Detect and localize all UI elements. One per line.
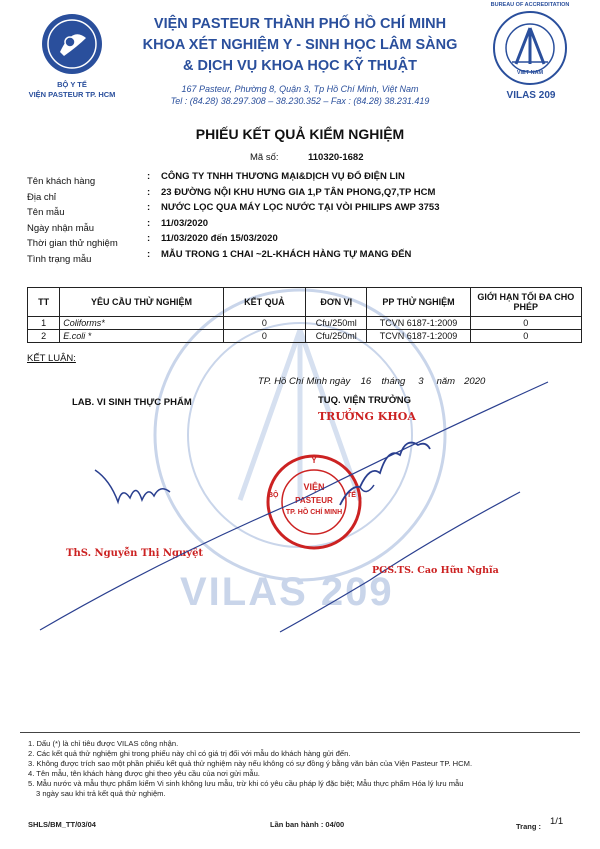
conclusion-label: KẾT LUẬN: (27, 353, 76, 364)
note-item: 3 ngày sau khi trả kết quả thử nghiệm. (36, 789, 166, 798)
accreditation-country: VIET NAM (516, 70, 544, 76)
logo-org-line-1: BỘ Y TẾ (57, 80, 87, 89)
col-header: PP THỬ NGHIỆM (367, 288, 470, 317)
stamp-text-top: VIỆN (303, 482, 325, 492)
date-year: 2020 (464, 376, 486, 387)
info-label: Tên mẫu (27, 207, 65, 218)
notes-block (28, 739, 578, 799)
cell-limit: 0 (470, 317, 581, 330)
note-item: 1. Dấu (*) là chỉ tiêu được VILAS công nhận. (28, 739, 179, 748)
cell-unit: Cfu/250ml (306, 330, 367, 343)
date-day: 16 (360, 376, 372, 387)
left-signer-name: ThS. Nguyễn Thị Nguyệt (66, 548, 204, 559)
info-value: 11/03/2020 (161, 217, 209, 229)
right-signer-name: PGS.TS. Cao Hữu Nghĩa (372, 565, 499, 576)
contact-line: Tel : (84.28) 38.297.308 – 38.230.352 – Fax : (84.28) 38.231.419 (170, 96, 430, 106)
stamp-ring-left: BỘ (268, 492, 279, 499)
cell-test: E.coli * (60, 330, 223, 343)
page-label: Trang : (516, 822, 542, 831)
department-title: KHOA XÉT NGHIỆM Y - SINH HỌC LÂM SÀNG (142, 37, 458, 53)
watermark-text: VILAS 209 (180, 570, 394, 614)
note-item: 4. Tên mẫu, tên khách hàng được ghi theo yêu cầu của nơi gửi mẫu. (28, 769, 260, 778)
info-label: Ngày nhận mẫu (27, 222, 95, 234)
info-label: Tên khách hàng (27, 176, 96, 187)
cancellation-lines (0, 380, 600, 640)
col-header: YÊU CẦU THỬ NGHIỆM (60, 288, 223, 317)
cell-unit: Cfu/250ml (306, 317, 367, 330)
stamp-text-bottom: TP. HỒ CHÍ MINH (285, 509, 343, 516)
logo-org-line-2: VIỆN PASTEUR TP. HCM (28, 90, 116, 99)
report-code: 110320-1682 (308, 152, 364, 163)
info-colon: : (147, 171, 151, 182)
info-colon: : (147, 248, 151, 260)
col-header: ĐƠN VỊ (306, 288, 367, 317)
notes-divider (20, 732, 580, 733)
info-colon: : (147, 186, 151, 198)
stamp-ring-top: Y (311, 456, 317, 465)
report-title: PHIẾU KẾT QUẢ KIỂM NGHIỆM (195, 126, 405, 142)
cell-result: 0 (223, 317, 305, 330)
table-row (28, 317, 582, 330)
info-value: MẪU TRONG 1 CHAI ~2L-KHÁCH HÀNG TỰ MANG ĐẾN (161, 248, 412, 260)
info-row (27, 249, 587, 265)
cell-result: 0 (223, 330, 305, 343)
info-label: Thời gian thử nghiệm (27, 238, 118, 249)
cell-method: TCVN 6187-1:2009 (367, 330, 470, 343)
info-label: Địa chỉ (27, 191, 57, 203)
institute-title: VIỆN PASTEUR THÀNH PHỐ HỒ CHÍ MINH (153, 16, 447, 32)
date-place: TP. Hồ Chí Minh ngày (258, 376, 351, 387)
info-row (27, 233, 587, 249)
note-item: 5. Mẫu nước và mẫu thực phẩm kiểm Vi sinh không lưu mẫu, trừ khi có yêu cầu pháp lý đặc biệt; Mẫu thực phẩm Hóa lý lưu mẫu (28, 779, 464, 788)
info-row (27, 202, 587, 218)
vilas-code: VILAS 209 (506, 90, 556, 101)
info-value: 23 ĐƯỜNG NỘI KHU HƯNG GIA 1,P TÂN PHONG,Q7,TP HCM (161, 186, 436, 198)
info-value: NƯỚC LỌC QUA MÁY LỌC NƯỚC TẠI VÒI PHILIPS AWP 3753 (161, 202, 440, 213)
stamp-ring-right: TẾ (347, 492, 356, 499)
table-row (28, 330, 582, 343)
col-header: TT (28, 288, 60, 317)
report-code-label: Mã số: (250, 152, 279, 163)
info-value: 11/03/2020 đến 15/03/2020 (161, 233, 278, 244)
department-subtitle: & DỊCH VỤ KHOA HỌC KỸ THUẬT (183, 58, 417, 74)
accreditation-ring-text: BUREAU OF ACCREDITATION (490, 2, 570, 8)
info-block (27, 171, 587, 264)
info-label: Tình trạng mẫu (27, 253, 92, 265)
cell-index: 2 (28, 330, 60, 343)
right-signer-subtitle: TRƯỞNG KHOA (318, 410, 416, 423)
note-item: 2. Các kết quả thử nghiệm ghi trong phiếu này chỉ có giá trị đối với mẫu do khách hàng gửi đến. (28, 749, 351, 758)
cell-test: Coliforms* (60, 317, 223, 330)
date-year-label: năm (436, 376, 456, 387)
table-header-row (28, 288, 582, 317)
results-table (27, 287, 582, 343)
page-number: 1/1 (550, 816, 564, 827)
pasteur-logo-icon (40, 12, 104, 76)
info-colon: : (147, 233, 151, 244)
info-colon: : (147, 202, 151, 213)
info-row (27, 218, 587, 234)
info-row (27, 187, 587, 203)
cell-limit: 0 (470, 330, 581, 343)
info-value: CÔNG TY TNHH THƯƠNG MẠI&DỊCH VỤ ĐỔ ĐIỆN LIN (161, 171, 405, 182)
stamp-text-mid: PASTEUR (295, 496, 333, 505)
info-colon: : (147, 217, 151, 229)
col-header: KẾT QUẢ (223, 288, 305, 317)
note-item: 3. Không được trích sao một phần phiếu kết quả thử nghiệm này nếu không có sự đồng ý bằng văn bản của Viện Pasteur TP. HCM. (28, 759, 473, 768)
date-month: 3 (418, 376, 424, 387)
issue-number: Lần ban hành : 04/00 (270, 820, 345, 829)
cell-index: 1 (28, 317, 60, 330)
right-signer-title: TUQ. VIỆN TRƯỞNG (318, 395, 412, 406)
address-line: 167 Pasteur, Phường 8, Quận 3, Tp Hồ Chí Minh, Việt Nam (181, 84, 419, 94)
cell-method: TCVN 6187-1:2009 (367, 317, 470, 330)
col-header: GIỚI HẠN TỐI ĐA CHO PHÉP (470, 288, 581, 317)
info-row (27, 171, 587, 187)
form-code: SHLS/BM_TT/03/04 (28, 820, 96, 829)
date-month-label: tháng (381, 376, 406, 387)
left-signer-title: LAB. VI SINH THỰC PHẨM (72, 397, 192, 408)
